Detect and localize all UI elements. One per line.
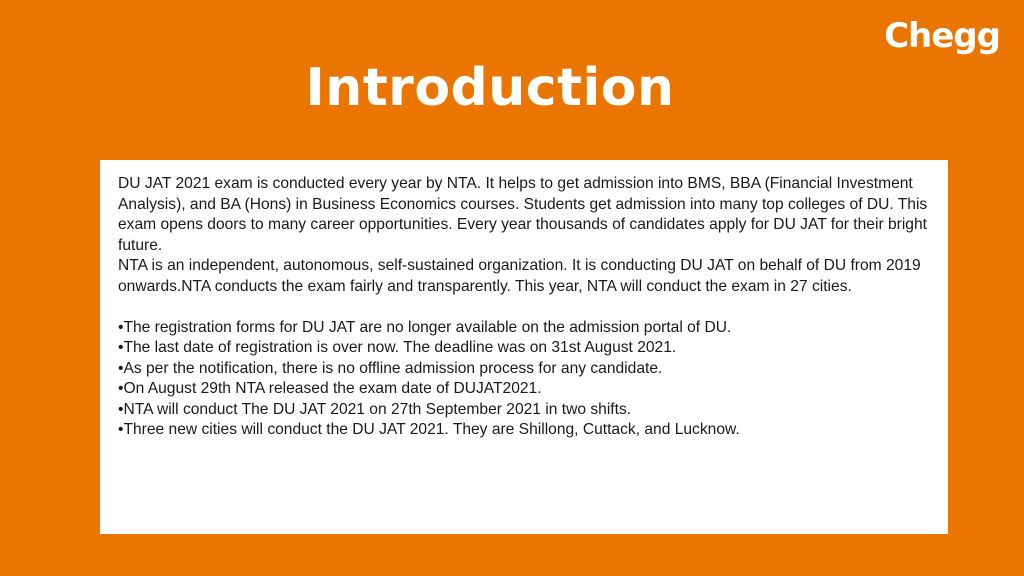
fact-item: •On August 29th NTA released the exam date of DUJAT2021.	[118, 380, 542, 397]
fact-item: •The registration forms for DU JAT are no longer available on the admission portal of DU.	[118, 318, 732, 336]
slide-title: Introduction	[305, 58, 675, 118]
facts-list	[118, 318, 934, 441]
fact-item: •As per the notification, there is no offline admission process for any candidate.	[118, 359, 663, 377]
fact-item: •NTA will conduct The DU JAT 2021 on 27th September 2021 in two shifts.	[118, 400, 632, 418]
fact-item: •The last date of registration is over now. The deadline was on 31st August 2021.	[118, 339, 677, 356]
fact-item: •Three new cities will conduct the DU JAT 2021. They are Shillong, Cuttack, and Lucknow.	[118, 421, 740, 438]
intro-paragraph-2: NTA is an independent, autonomous, self-sustained organization. It is conducting DU JAT on behalf of DU from 2019 onwards.NTA conducts the exam fairly and transparently. This year, NTA will conduct the exam in 27 cities.	[118, 257, 921, 295]
chegg-logo: Chegg	[884, 16, 1000, 56]
content-card	[100, 160, 948, 534]
intro-paragraph-1: DU JAT 2021 exam is conducted every year by NTA. It helps to get admission into BMS, BBA (Financial Investment Analysis), and BA (Hons) in Business Economics courses. Students get admission into many top colleges of DU. This exam opens doors to many career opportunities. Every year thousands of candidates apply for DU JAT for their bright future.	[118, 175, 928, 254]
